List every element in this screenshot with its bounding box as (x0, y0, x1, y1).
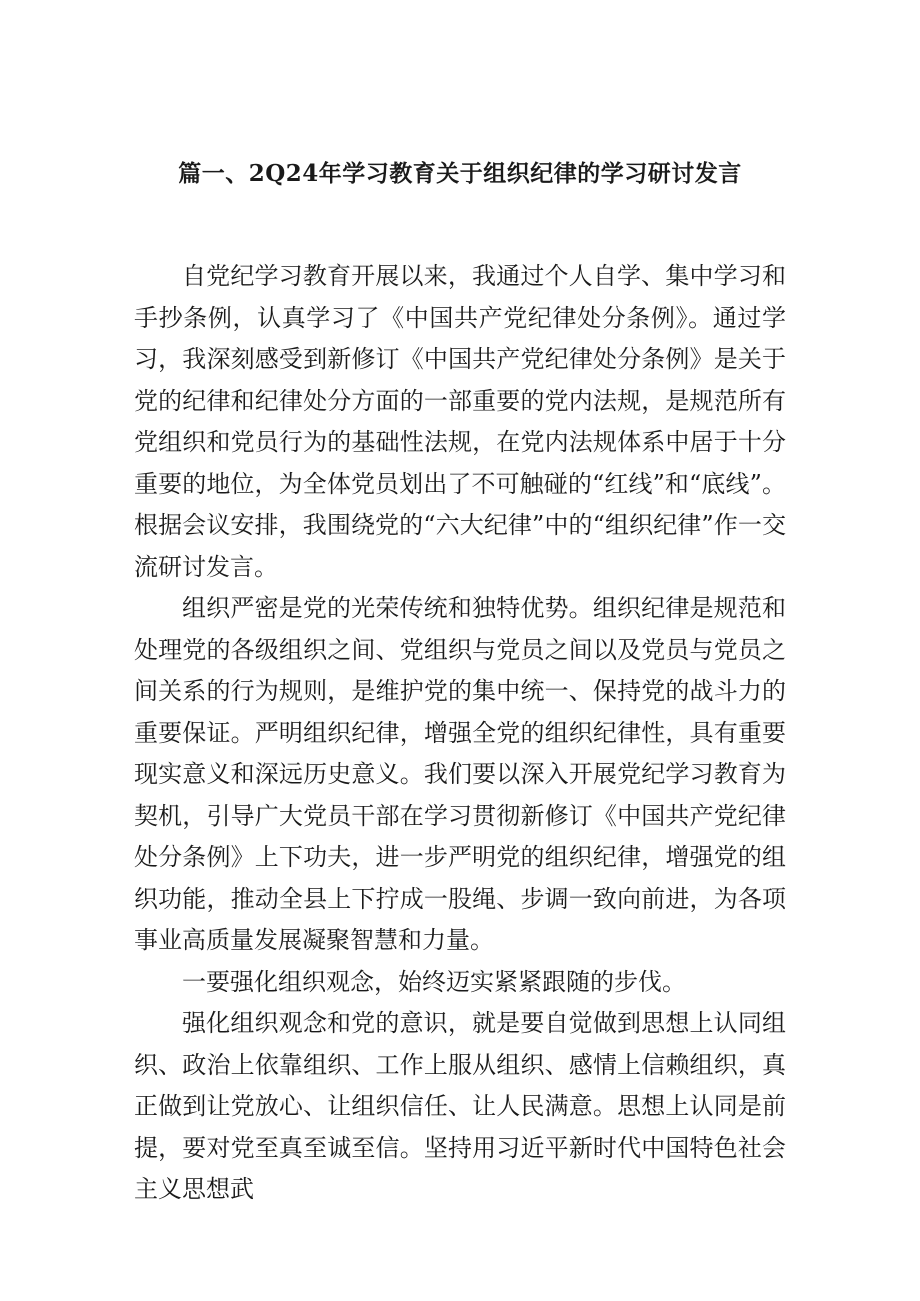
document-body (134, 256, 786, 1211)
paragraph-organization-discipline: 组织严密是党的光荣传统和独特优势。组织纪律是规范和处理党的各级组织之间、党组织与党员之间以及党员与党员之间关系的行为规则，是维护党的集中统一、保持党的战斗力的重要保证。严明组织纪律，增强全党的组织纪律性，具有重要现实意义和深远历史意义。我们要以深入开展党纪学习教育为契机，引导广大党员干部在学习贯彻新修订《中国共产党纪律处分条例》上下功夫，进一步严明党的组织纪律，增强党的组织功能，推动全县上下拧成一股绳、步调一致向前进，为各项事业高质量发展凝聚智慧和力量。 (134, 594, 786, 954)
paragraph-organization-concept: 强化组织观念和党的意识，就是要自觉做到思想上认同组织、政治上依靠组织、工作上服从组织、感情上信赖组织，真正做到让党放心、让组织信任、让人民满意。思想上认同是前提，要对党至真至诚至信。坚持用习近平新时代中国特色社会主义思想武 (134, 1009, 786, 1203)
paragraph-section-heading: 一要强化组织观念，始终迈实紧紧跟随的步伐。 (182, 967, 686, 996)
paragraph-intro: 自党纪学习教育开展以来，我通过个人自学、集中学习和手抄条例，认真学习了《中国共产党纪律处分条例》。通过学习，我深刻感受到新修订《中国共产党纪律处分条例》是关于党的纪律和纪律处分方面的一部重要的党内法规，是规范所有党组织和党员行为的基础性法规，在党内法规体系中居于十分重要的地位，为全体党员划出了不可触碰的“红线”和“底线”。根据会议安排，我围绕党的“六大纪律”中的“组织纪律”作一交流研讨发言。 (134, 262, 786, 581)
document-title: 篇一、2Q24年学习教育关于组织纪律的学习研讨发言 (178, 160, 742, 187)
